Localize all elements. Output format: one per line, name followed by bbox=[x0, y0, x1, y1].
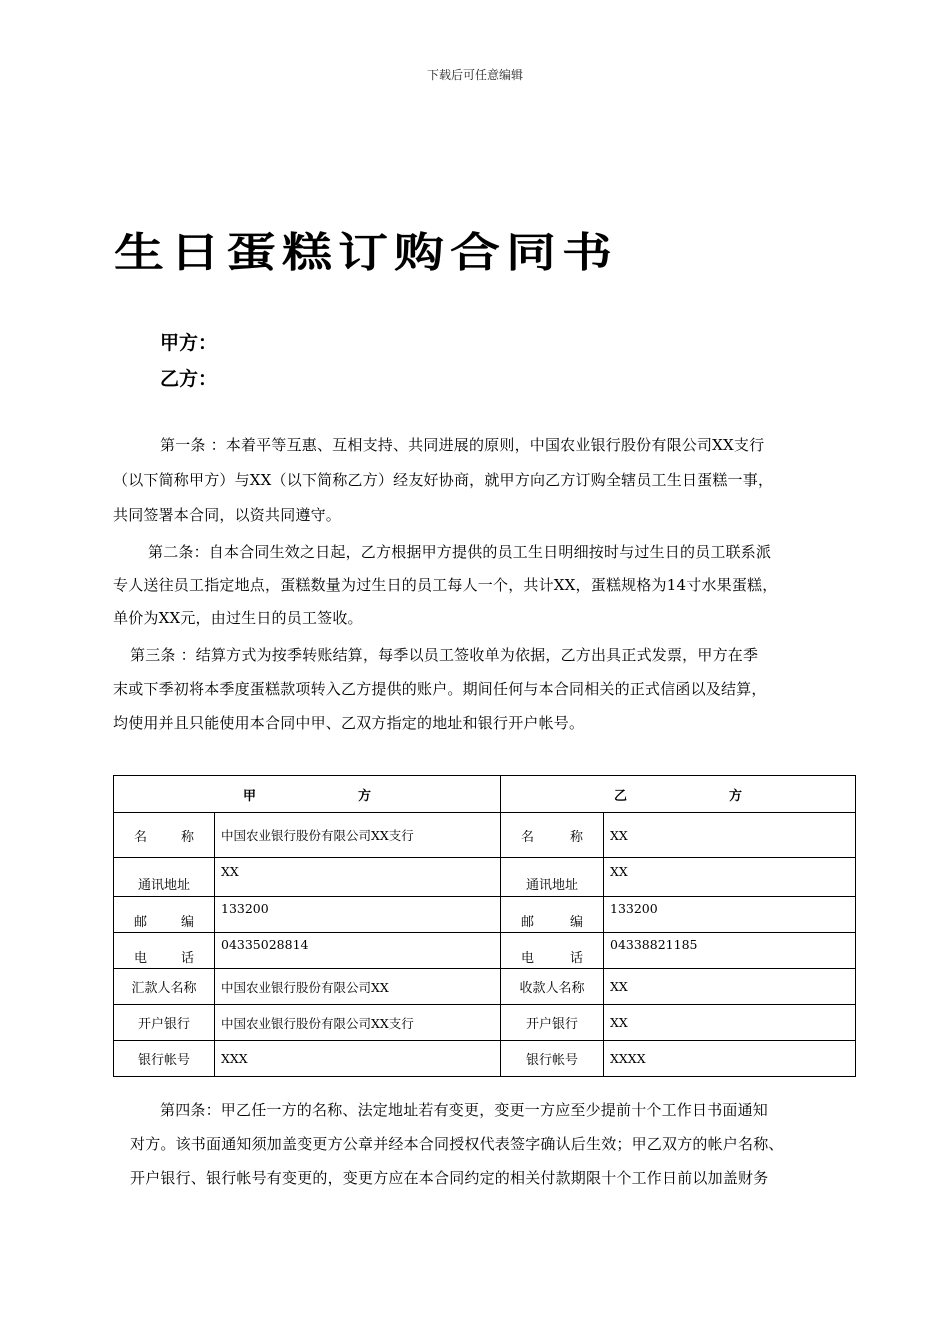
article-3-line-3: 均使用并且只能使用本合同中甲、乙双方指定的地址和银行开户帐号。 bbox=[113, 714, 585, 732]
article-2-line-1: 第二条：自本合同生效之日起，乙方根据甲方提供的员工生日明细按时与过生日的员工联系派 bbox=[148, 543, 772, 561]
label-a-postcode bbox=[114, 897, 215, 933]
value-b-bank: XX bbox=[604, 1005, 856, 1041]
table-row bbox=[114, 1041, 856, 1077]
party-info-table bbox=[113, 775, 856, 1077]
label-char: 邮 bbox=[521, 915, 535, 930]
label-char: 称 bbox=[569, 829, 583, 845]
label-char: 编 bbox=[180, 915, 194, 930]
article-2-line-3: 单价为XX元，由过生日的员工签收。 bbox=[113, 609, 363, 627]
party-b-label: 乙方： bbox=[160, 368, 218, 390]
header-party-b-char-1: 乙 bbox=[614, 788, 628, 804]
article-4-line-2: 对方。该书面通知须加盖变更方公章并经本合同授权代表签字确认后生效；甲乙双方的帐户名称、 bbox=[130, 1135, 784, 1153]
value-b-address bbox=[604, 858, 856, 897]
label-a-bank: 开户银行 bbox=[114, 1005, 215, 1041]
table-row bbox=[114, 933, 856, 969]
value-a-bank: 中国农业银行股份有限公司XX支行 bbox=[215, 1005, 501, 1041]
header-party-a bbox=[114, 776, 501, 813]
table-row bbox=[114, 813, 856, 858]
value-a-remitter: 中国农业银行股份有限公司XX bbox=[215, 969, 501, 1005]
label-b-postcode bbox=[501, 897, 604, 933]
label-char: 名 bbox=[134, 829, 148, 845]
label-char: 电 bbox=[521, 951, 535, 966]
table-row bbox=[114, 897, 856, 933]
header-party-b bbox=[501, 776, 856, 813]
table-row bbox=[114, 1005, 856, 1041]
value-b-postcode bbox=[604, 897, 856, 933]
value-b-payee: XX bbox=[604, 969, 856, 1005]
article-3-line-1: 第三条 ：结算方式为按季转账结算，每季以员工签收单为依据，乙方出具正式发票，甲方在季 bbox=[130, 646, 759, 664]
label-char: 编 bbox=[569, 915, 583, 930]
label-text: 通讯地址 bbox=[137, 877, 190, 893]
label-b-address bbox=[501, 858, 604, 897]
header-note: 下载后可任意编辑 bbox=[426, 68, 523, 82]
label-char: 名 bbox=[521, 829, 535, 845]
label-char: 话 bbox=[180, 951, 194, 966]
label-char: 邮 bbox=[134, 915, 148, 930]
value-text: 133200 bbox=[221, 901, 269, 916]
header-party-b-char-2: 方 bbox=[728, 788, 742, 804]
value-a-phone bbox=[215, 933, 501, 969]
value-a-account: XXX bbox=[215, 1041, 501, 1077]
label-char: 电 bbox=[134, 951, 148, 966]
value-text: XX bbox=[610, 863, 628, 879]
label-a-name bbox=[114, 813, 215, 858]
label-b-phone bbox=[501, 933, 604, 969]
label-b-payee: 收款人名称 bbox=[501, 969, 604, 1005]
value-b-account: XXXX bbox=[604, 1041, 856, 1077]
article-1-line-3: 共同签署本合同，以资共同遵守。 bbox=[113, 506, 342, 524]
value-a-name: 中国农业银行股份有限公司XX支行 bbox=[215, 813, 501, 858]
label-text: 通讯地址 bbox=[525, 877, 578, 893]
table-header-row bbox=[114, 776, 856, 813]
article-3-line-2: 末或下季初将本季度蛋糕款项转入乙方提供的账户。期间任何与本合同相关的正式信函以及结算， bbox=[113, 680, 767, 698]
article-1-line-1: 第一条 ：本着平等互惠、互相支持、共同进展的原则，中国农业银行股份有限公司XX支行 bbox=[160, 436, 765, 454]
label-char: 称 bbox=[180, 829, 194, 845]
article-4-line-1: 第四条：甲乙任一方的名称、法定地址若有变更，变更一方应至少提前十个工作日书面通知 bbox=[160, 1101, 769, 1119]
article-4-line-3: 开户银行、银行帐号有变更的，变更方应在本合同约定的相关付款期限十个工作日前以加盖财务 bbox=[130, 1169, 769, 1187]
article-1-line-2: （以下简称甲方）与XX（以下简称乙方）经友好协商，就甲方向乙方订购全辖员工生日蛋糕一事， bbox=[113, 471, 774, 489]
label-b-name bbox=[501, 813, 604, 858]
label-a-account: 银行帐号 bbox=[114, 1041, 215, 1077]
article-2-line-2: 专人送往员工指定地点，蛋糕数量为过生日的员工每人一个，共计XX，蛋糕规格为14寸水果蛋糕， bbox=[113, 576, 778, 594]
value-b-name: XX bbox=[604, 813, 856, 858]
value-text: XX bbox=[221, 863, 239, 879]
value-text: 133200 bbox=[610, 901, 658, 916]
value-a-address bbox=[215, 858, 501, 897]
document-title: 生日蛋糕订购合同书 bbox=[114, 228, 618, 277]
label-char: 话 bbox=[569, 951, 583, 966]
label-a-remitter: 汇款人名称 bbox=[114, 969, 215, 1005]
label-b-account: 银行帐号 bbox=[501, 1041, 604, 1077]
value-a-postcode bbox=[215, 897, 501, 933]
header-party-a-char-2: 方 bbox=[357, 788, 371, 804]
label-a-address bbox=[114, 858, 215, 897]
value-text: 04338821185 bbox=[610, 937, 698, 952]
value-text: 04335028814 bbox=[221, 937, 309, 952]
label-a-phone bbox=[114, 933, 215, 969]
table-row bbox=[114, 969, 856, 1005]
table-row bbox=[114, 858, 856, 897]
label-b-bank: 开户银行 bbox=[501, 1005, 604, 1041]
value-b-phone bbox=[604, 933, 856, 969]
party-a-label: 甲方： bbox=[160, 332, 218, 354]
header-party-a-char-1: 甲 bbox=[243, 788, 257, 804]
